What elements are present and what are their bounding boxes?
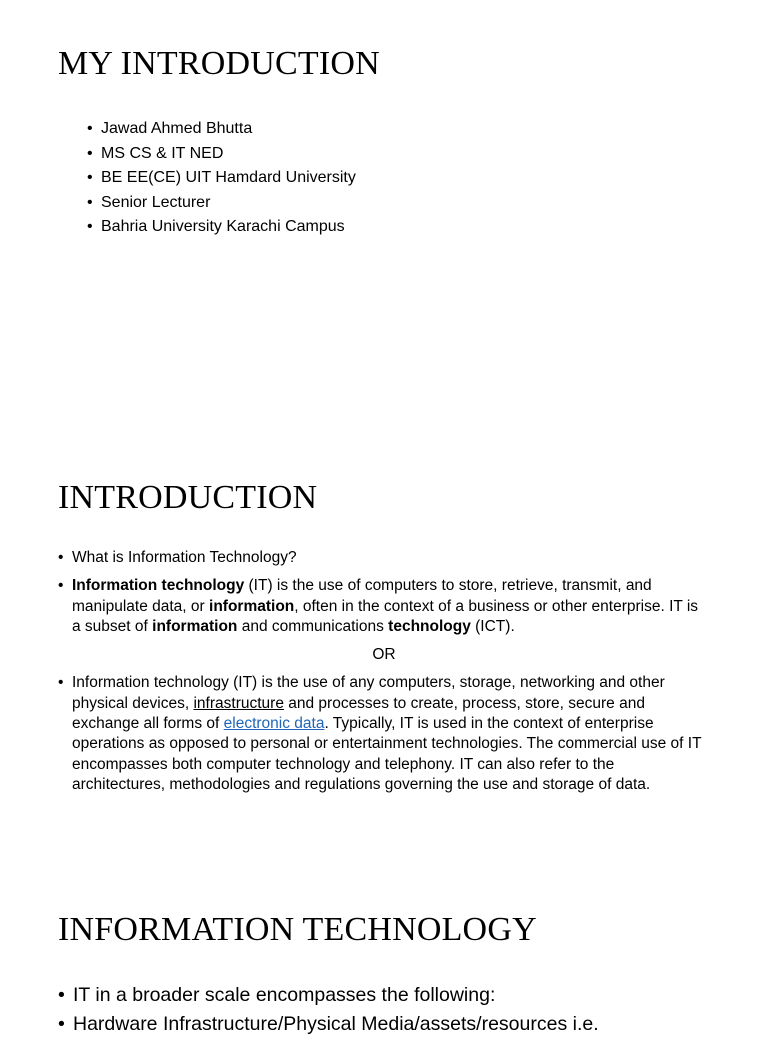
bold-term: information xyxy=(209,597,295,615)
or-separator: OR xyxy=(372,646,396,664)
slide-my-introduction xyxy=(0,0,768,434)
infrastructure-link[interactable]: infrastructure xyxy=(193,694,284,712)
list-item: • Senior Lecturer xyxy=(87,191,356,216)
slide-title: INTRODUCTION xyxy=(58,479,318,516)
question-item: • What is Information Technology? xyxy=(58,548,710,568)
definition-bullet-list xyxy=(58,548,710,803)
bold-term: technology xyxy=(388,617,471,635)
list-item: • IT in a broader scale encompasses the following: xyxy=(58,982,718,1009)
slide-title: MY INTRODUCTION xyxy=(58,45,380,82)
electronic-data-link[interactable]: electronic data xyxy=(223,715,325,733)
it-bullet-list xyxy=(58,982,718,1040)
slide-information-technology xyxy=(0,868,768,1035)
bold-term: information xyxy=(152,617,238,635)
definition-item-1: • Information technology (IT) is the use of computers to store, retrieve, transmit, and manipulate data, or information, often in the context of a business or other enterprise. IT is a subset of information and communications technology (ICT). xyxy=(58,576,710,637)
slide-title: INFORMATION TECHNOLOGY xyxy=(58,911,537,948)
list-item: • MS CS & IT NED xyxy=(87,142,356,167)
list-item: • BE EE(CE) UIT Hamdard University xyxy=(87,166,356,191)
list-item: • Jawad Ahmed Bhutta xyxy=(87,117,356,142)
bold-term: Information technology xyxy=(72,577,245,595)
list-item: • Bahria University Karachi Campus xyxy=(87,215,356,240)
slide-introduction xyxy=(0,434,768,868)
definition-item-2: • Information technology (IT) is the use of any computers, storage, networking and other physical devices, infrastructure and processes to create, process, store, secure and exchange all forms of electronic data. Typically, IT is used in the context of enterprise operations as opposed to personal or entertainment technologies. The commercial use of IT encompasses both computer technology and telephony. IT can also refer to the architectures, methodologies and regulations governing the use and storage of data. xyxy=(58,673,710,795)
intro-bullet-list xyxy=(87,117,356,240)
list-item: • Hardware Infrastructure/Physical Media/assets/resources i.e. xyxy=(58,1011,718,1038)
